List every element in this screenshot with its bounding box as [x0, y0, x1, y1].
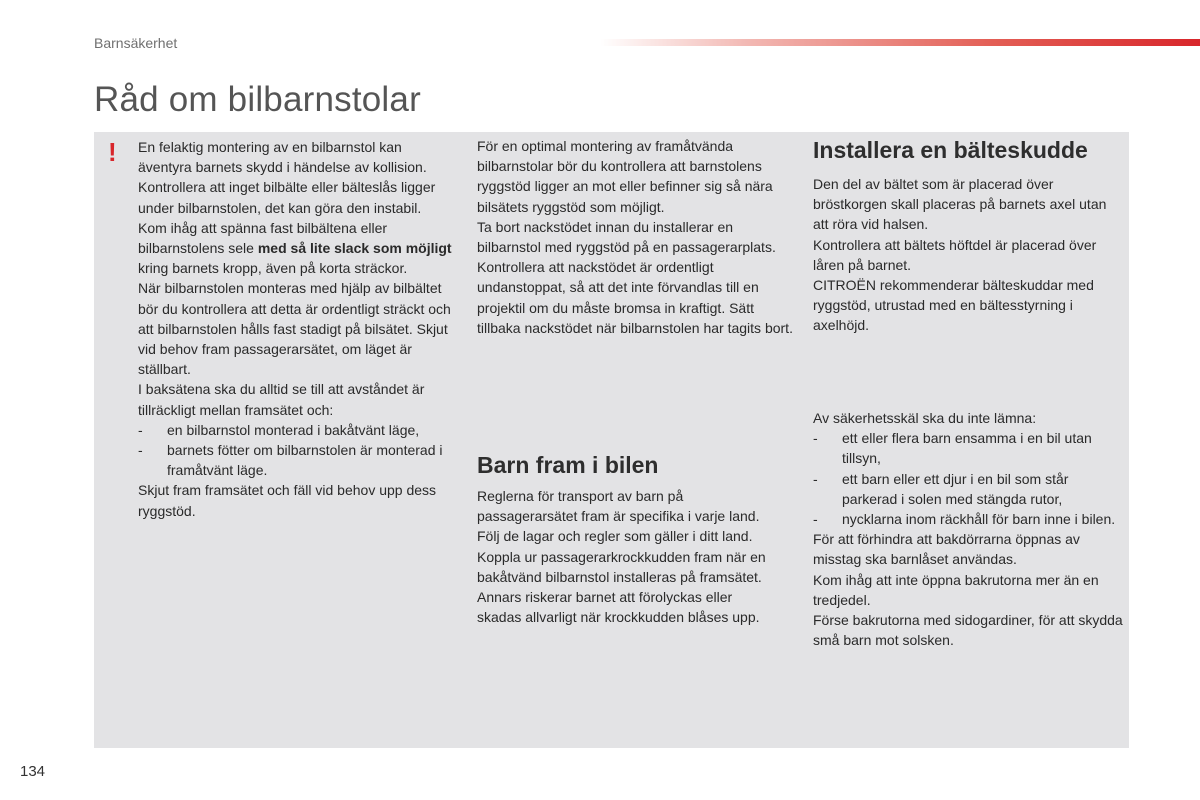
paragraph: Av säkerhetsskäl ska du inte lämna:: [813, 410, 1037, 426]
paragraph: Kontrollera att bältets höftdel är placerad över låren på barnet.: [813, 236, 1097, 273]
paragraph: CITROËN rekommenderar bälteskuddar med ryggstöd, utrustad med en bältesstyrning i axelhöjd.: [813, 277, 1094, 334]
list-item-text: ett eller flera barn ensamma i en bil utan tillsyn,: [842, 430, 1092, 467]
paragraph: När bilbarnstolen monteras med hjälp av bilbältet bör du kontrollera att detta är ordentligt sträckt och att bilbarnstolen hålls fast stadigt på bilsätet. Skjut vid behov fram passagerarsätet, om läget är ställbart.: [138, 280, 451, 378]
paragraph: Reglerna för transport av barn på passagerarsätet fram är specifika i varje land. Följ de lagar och regler som gäller i ditt land.: [477, 488, 760, 545]
paragraph: För att förhindra att bakdörrarna öppnas av misstag ska barnlåset användas.: [813, 531, 1080, 568]
paragraph: Kom ihåg att inte öppna bakrutorna mer än en tredjedel.: [813, 571, 1099, 608]
paragraph: I baksätena ska du alltid se till att avståndet är tillräckligt mellan framsätet och:: [138, 381, 425, 418]
paragraph: Ta bort nackstödet innan du installerar en bilbarnstol med ryggstöd på en passagerarplats.: [477, 218, 776, 256]
paragraph: Kontrollera att inget bilbälte eller bälteslås ligger under bilbarnstolen, det kan göra den instabil.: [138, 179, 436, 216]
list-item-text: barnets fötter om bilbarnstolen är monterad i framåtvänt läge.: [167, 442, 443, 479]
paragraph: Kontrollera att nackstödet är ordentligt undanstoppat, så att det inte förvandlas till en projektil om du måste bromsa in kraftigt. Sätt tillbaka nackstödet när bilbarnstolen har tagits bort.: [477, 259, 793, 336]
safety-column: [813, 408, 1123, 650]
text: Kom ihåg att spänna fast bilbältena eller bilbarnstolens sele: [138, 219, 388, 257]
section-heading-balteskudde: Installera en bälteskudde: [813, 137, 1088, 163]
mounting-column: [477, 136, 795, 338]
paragraph: En felaktig montering av en bilbarnstol kan äventyra barnets skydd i händelse av kollision.: [138, 139, 427, 176]
list-item: [813, 509, 1123, 529]
list-item-text: nycklarna inom räckhåll för barn inne i bilen.: [842, 511, 1116, 528]
bullet-dash: -: [138, 421, 143, 438]
list-item: [138, 420, 453, 440]
bullet-dash: -: [138, 442, 143, 459]
section-heading-barn-fram: Barn fram i bilen: [477, 452, 659, 478]
booster-column: [813, 174, 1123, 336]
bullet-dash: -: [813, 470, 818, 487]
header-accent-bar: [600, 39, 1200, 46]
section-label: Barnsäkerhet: [94, 35, 178, 51]
front-seat-column: [477, 486, 777, 627]
paragraph: Förse bakrutorna med sidogardiner, för att skydda små barn mot solsken.: [813, 612, 1123, 649]
paragraph: För en optimal montering av framåtvända bilbarnstolar bör du kontrollera att barnstolens ryggstöd ligger an mot eller befinner sig så nära bilsätets ryggstöd som möjligt.: [477, 138, 773, 215]
warning-column: [138, 137, 453, 521]
emphasis-text: med så lite slack som möjligt: [257, 240, 452, 257]
paragraph: [138, 218, 453, 279]
paragraph: Den del av bältet som är placerad över bröstkorgen skall placeras på barnets axel utan att röra vid halsen.: [813, 176, 1107, 233]
bullet-dash: -: [813, 430, 818, 447]
text: kring barnets kropp, även på korta sträckor.: [138, 260, 408, 277]
paragraph: Koppla ur passagerarkrockkudden fram när en bakåtvänd bilbarnstol installeras på framsätet. Annars riskerar barnet att förolyckas eller skadas allvarligt när krockkudden blåses upp.: [477, 548, 766, 626]
list-item-text: ett barn eller ett djur i en bil som står parkerad i solen med stängda rutor,: [842, 470, 1069, 507]
page-number: 134: [20, 763, 46, 780]
list-item: [813, 428, 1123, 468]
list-item-text: en bilbarnstol monterad i bakåtvänt läge,: [167, 421, 420, 438]
warning-icon: !: [108, 137, 117, 167]
list-item: [813, 469, 1123, 509]
list-item: [138, 440, 453, 480]
bullet-dash: -: [813, 511, 818, 528]
paragraph: Skjut fram framsätet och fäll vid behov upp dess ryggstöd.: [138, 482, 437, 519]
page-title: Råd om bilbarnstolar: [94, 80, 421, 119]
